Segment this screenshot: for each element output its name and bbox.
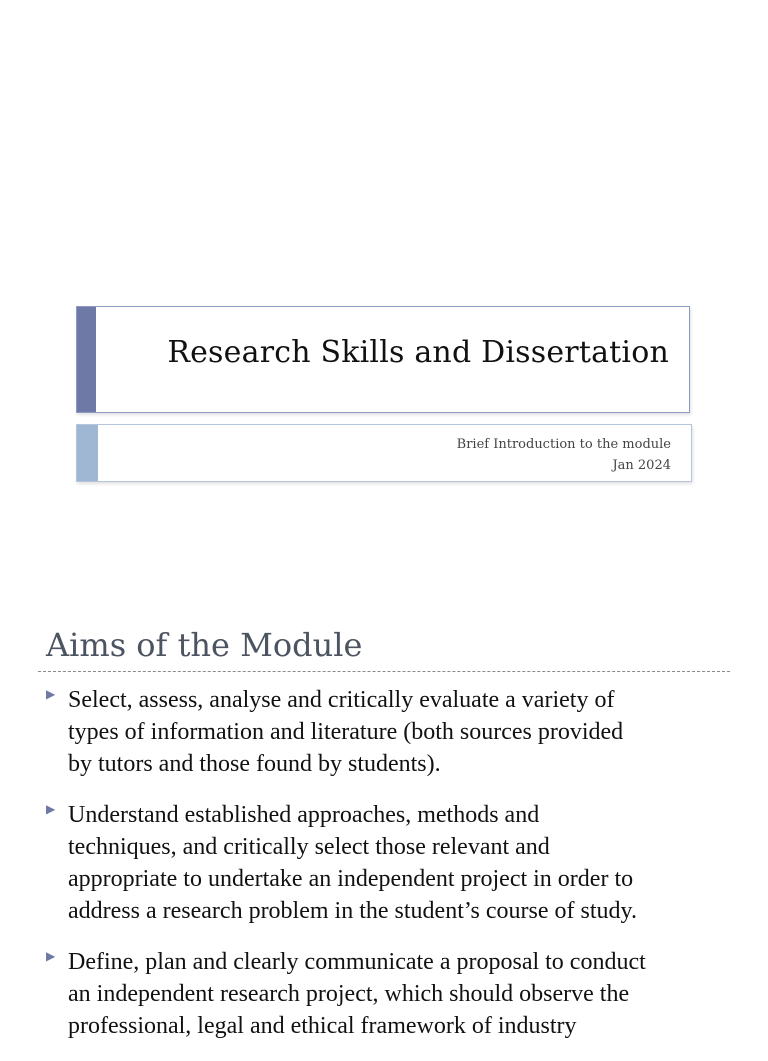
title-box [76, 306, 690, 413]
heading-divider [38, 671, 730, 672]
item-line: by tutors and those found by students). [68, 751, 441, 777]
triangle-bullet-icon: ▶ [46, 949, 56, 963]
list-item [44, 946, 724, 1042]
item-line: techniques, and critically select those relevant and [68, 834, 550, 860]
title-accent-bar [77, 307, 96, 412]
subtitle-line: Brief Introduction to the module [456, 437, 671, 452]
item-line: professional, legal and ethical framework of industry [68, 1013, 577, 1039]
subtitle [457, 434, 671, 476]
triangle-bullet-icon: ▶ [46, 802, 56, 816]
item-line: Understand established approaches, methods and [68, 802, 540, 828]
list-item [44, 799, 724, 927]
slide-title: Research Skills and Dissertation [167, 335, 669, 370]
subtitle-accent-bar [77, 425, 98, 481]
subtitle-date: Jan 2024 [612, 458, 671, 473]
item-line: types of information and literature (both sources provided [68, 719, 624, 745]
item-line: address a research problem in the student’s course of study. [68, 898, 637, 924]
item-line: Define, plan and clearly communicate a proposal to conduct [68, 949, 646, 975]
item-line: Select, assess, analyse and critically evaluate a variety of [68, 687, 615, 713]
subtitle-box [76, 424, 692, 482]
triangle-bullet-icon: ▶ [46, 687, 56, 701]
list-item [44, 684, 724, 780]
item-line: appropriate to undertake an independent project in order to [68, 866, 634, 892]
aims-heading: Aims of the Module [46, 626, 363, 664]
aims-list [44, 684, 724, 1061]
item-line: an independent research project, which should observe the [68, 981, 630, 1007]
